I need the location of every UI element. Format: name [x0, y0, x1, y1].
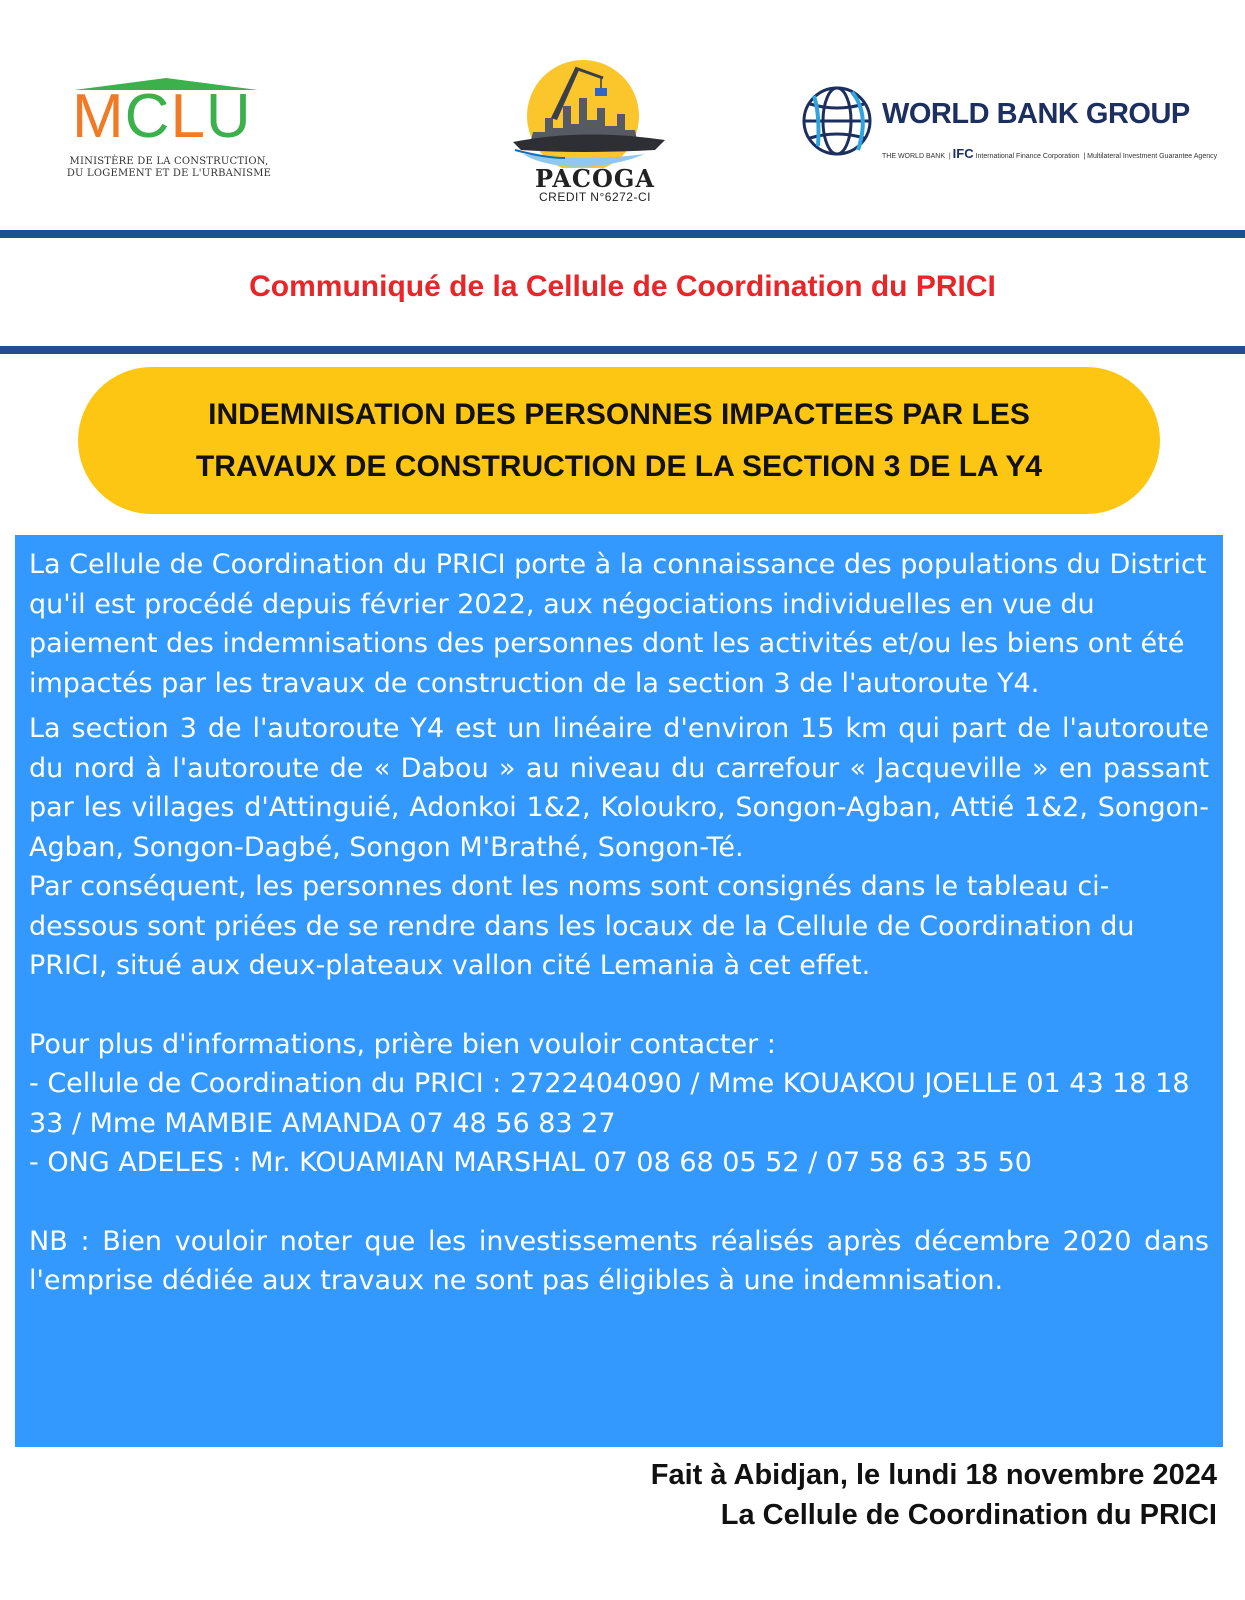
- announcement-body: [15, 535, 1223, 1447]
- communique-title: Communiqué de la Cellule de Coordination du PRICI: [249, 270, 996, 303]
- logo-strip: [0, 0, 1245, 230]
- top-divider: [0, 230, 1245, 238]
- pacoga-name: PACOGA: [534, 164, 656, 193]
- contact-prici: - Cellule de Coordination du PRICI : 2722404090 / Mme KOUAKOU JOELLE 01 43 18 18 33 / Mme MAMBIE AMANDA 07 48 56 83 27: [29, 1068, 1190, 1139]
- contact-ong: - ONG ADELES : Mr. KOUAMIAN MARSHAL 07 08 68 05 52 / 07 58 63 35 50: [29, 1147, 1032, 1178]
- mclu-subtitle-line1: MINISTÈRE DE LA CONSTRUCTION,: [69, 156, 269, 167]
- mclu-letter-l: L: [170, 82, 206, 151]
- signature: La Cellule de Coordination du PRICI: [720, 1499, 1217, 1531]
- mclu-letter-m: M: [72, 82, 125, 151]
- headline-banner: [78, 367, 1160, 514]
- mclu-acronym: [72, 84, 252, 150]
- mclu-letter-u: U: [205, 82, 252, 151]
- pacoga-logo: [505, 58, 685, 208]
- bottom-divider: [0, 346, 1245, 354]
- world-bank-subbrands: THE WORLD BANK | IFC International Finance Corporation | Multilateral Investment Guarantee Agency: [882, 146, 1218, 161]
- nota-bene: NB : Bien vouloir noter que les investissements réalisés après décembre 2020 dans l'emprise dédiée aux travaux ne sont pas éligibles à une indemnisation.: [29, 1225, 1209, 1296]
- spacer: [29, 986, 1209, 1025]
- pacoga-credit: CREDIT N°6272-CI: [539, 190, 651, 204]
- paragraph-section-description: La section 3 de l'autoroute Y4 est un linéaire d'environ 15 km qui part de l'autoroute du nord à l'autoroute de « Dabou » au niveau du carrefour « Jacqueville » en passant par les villages d'Attinguié, Adonkoi 1&2, Koloukro, Songon-Agban, Attié 1&2, Songon-Agban, Songon-Dagbé, Songon M'Brathé, Songon-Té.: [29, 713, 1209, 863]
- contact-intro: Pour plus d'informations, prière bien vouloir contacter :: [29, 1028, 776, 1060]
- signature-block: [651, 1455, 1217, 1535]
- mclu-subtitle: [64, 156, 274, 180]
- mclu-subtitle-line2: DU LOGEMENT ET DE L'URBANISME: [66, 168, 272, 179]
- pacoga-emblem-icon: [505, 58, 685, 168]
- spacer: [29, 1183, 1209, 1222]
- paragraph-intro: La Cellule de Coordination du PRICI porte à la connaissance des populations du District qu'il est procédé depuis février 2022, aux négociations individuelles en vue du paiement des indemnisations des personnes dont les activités et/ou les biens ont été impactés par les travaux de construction de la section 3 de l'autoroute Y4.: [29, 549, 1207, 699]
- headline-line1: INDEMNISATION DES PERSONNES IMPACTEES PAR LES: [208, 397, 1030, 431]
- wb-sub-worldbank: THE WORLD BANK: [882, 153, 946, 160]
- mclu-logo: [64, 70, 274, 190]
- place-date: Fait à Abidjan, le lundi 18 novembre 2024: [650, 1459, 1217, 1491]
- mclu-letter-c: C: [124, 82, 171, 151]
- globe-icon: [800, 84, 874, 158]
- paragraph-instructions: Par conséquent, les personnes dont les noms sont consignés dans le tableau ci-dessous sont priées de se rendre dans les locaux de la Cellule de Coordination du PRICI, situé aux deux-plateaux vallon cité Lemania à cet effet.: [29, 871, 1135, 981]
- world-bank-title: WORLD BANK GROUP: [882, 98, 1190, 130]
- headline-text: [196, 389, 1042, 493]
- wb-sub-ifc-text: International Finance Corporation: [975, 153, 1080, 160]
- headline-line2: TRAVAUX DE CONSTRUCTION DE LA SECTION 3 DE LA Y4: [195, 449, 1043, 483]
- wb-sub-ifc: IFC: [952, 146, 974, 161]
- wb-sub-miga-text: Multilateral Investment Guarantee Agency: [1087, 153, 1218, 160]
- world-bank-logo: [800, 82, 1218, 182]
